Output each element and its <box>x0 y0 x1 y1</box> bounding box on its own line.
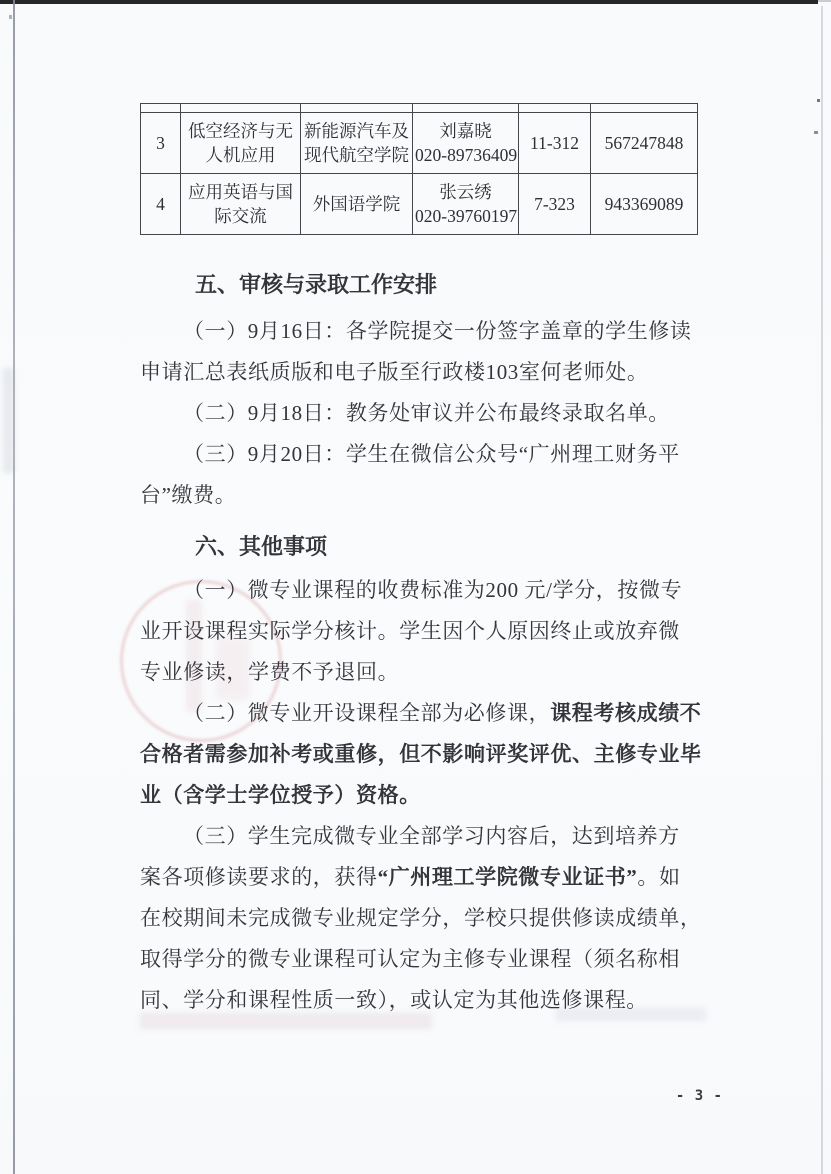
text-segment: （二）微专业开设课程全部为必修课， <box>183 701 551 725</box>
table-cell-no: 4 <box>141 174 181 235</box>
program-table <box>140 103 698 235</box>
table-cell-qq: 567247848 <box>591 113 698 174</box>
text-line: 台”缴费。 <box>140 483 237 507</box>
scan-edge-left <box>13 0 15 1174</box>
table-cell-college: 新能源汽车及现代航空学院 <box>301 113 413 174</box>
text-line: 在校期间未完成微专业规定学分，学校只提供修读成绩单， <box>140 906 702 930</box>
table-cell-empty <box>301 104 413 113</box>
text-line <box>140 693 705 734</box>
section-heading-5: 五、审核与录取工作安排 <box>195 272 438 297</box>
text-line-bold: 业（含学士学位授予）资格。 <box>140 783 421 807</box>
text-line: 取得学分的微专业课程可认定为主修专业课程（须名称相 <box>140 947 680 971</box>
text-line: （三）学生完成微专业全部学习内容后，达到培养方 <box>183 824 680 848</box>
scan-speck <box>9 15 12 19</box>
table-row <box>141 174 698 235</box>
document-content <box>140 0 705 1021</box>
section-heading-6: 六、其他事项 <box>195 534 328 559</box>
contact-name: 张云绣 <box>439 182 492 202</box>
text-line <box>140 857 705 898</box>
table-row-cutoff <box>141 104 698 113</box>
contact-name: 刘嘉晓 <box>439 121 492 141</box>
table-cell-college: 外国语学院 <box>301 174 413 235</box>
text-line: （三）9月20日：学生在微信公众号“广州理工财务平 <box>183 442 680 466</box>
table-cell-empty <box>141 104 181 113</box>
text-line: 申请汇总表纸质版和电子版至行政楼103室何老师处。 <box>140 360 649 384</box>
table-cell-contact <box>413 174 519 235</box>
scan-smudge <box>3 368 14 473</box>
table-cell-qq: 943369089 <box>591 174 698 235</box>
table-cell-program: 应用英语与国际交流 <box>181 174 301 235</box>
contact-phone: 020-89736409 <box>415 145 518 165</box>
table-cell-room: 11-312 <box>519 113 591 174</box>
text-line: （二）9月18日：教务处审议并公布最终录取名单。 <box>183 401 670 425</box>
text-line: 业开设课程实际学分核计。学生因个人原因终止或放弃微 <box>140 619 680 643</box>
text-segment-bold: 课程考核成绩不 <box>550 701 702 725</box>
table-cell-room: 7-323 <box>519 174 591 235</box>
table-cell-program: 低空经济与无人机应用 <box>181 113 301 174</box>
table-row <box>141 113 698 174</box>
text-line: （一）微专业课程的收费标准为200 元/学分，按微专 <box>183 578 683 602</box>
page-number: - 3 - <box>675 1088 723 1104</box>
scan-speck <box>814 131 818 134</box>
text-segment: 。如 <box>637 865 681 889</box>
table-cell-empty <box>519 104 591 113</box>
contact-phone: 020-39760197 <box>415 206 518 226</box>
table-cell-empty <box>181 104 301 113</box>
text-line: （一）9月16日：各学院提交一份签字盖章的学生修读 <box>183 319 692 343</box>
table-cell-empty <box>413 104 519 113</box>
scan-edge-top-fade <box>818 0 831 2</box>
text-segment-bold: “广州理工学院微专业证书” <box>377 865 638 889</box>
text-line: 同、学分和课程性质一致），或认定为其他选修课程。 <box>140 988 648 1012</box>
text-line-bold: 合格者需参加补考或重修，但不影响评奖评优、主修专业毕 <box>140 742 702 766</box>
table-cell-no: 3 <box>141 113 181 174</box>
text-line: 专业修读，学费不予退回。 <box>140 660 400 684</box>
table-cell-contact <box>413 113 519 174</box>
scan-edge-right <box>821 6 823 1174</box>
scan-speck <box>817 99 820 102</box>
text-segment: 案各项修读要求的，获得 <box>140 865 378 889</box>
table-cell-empty <box>591 104 698 113</box>
